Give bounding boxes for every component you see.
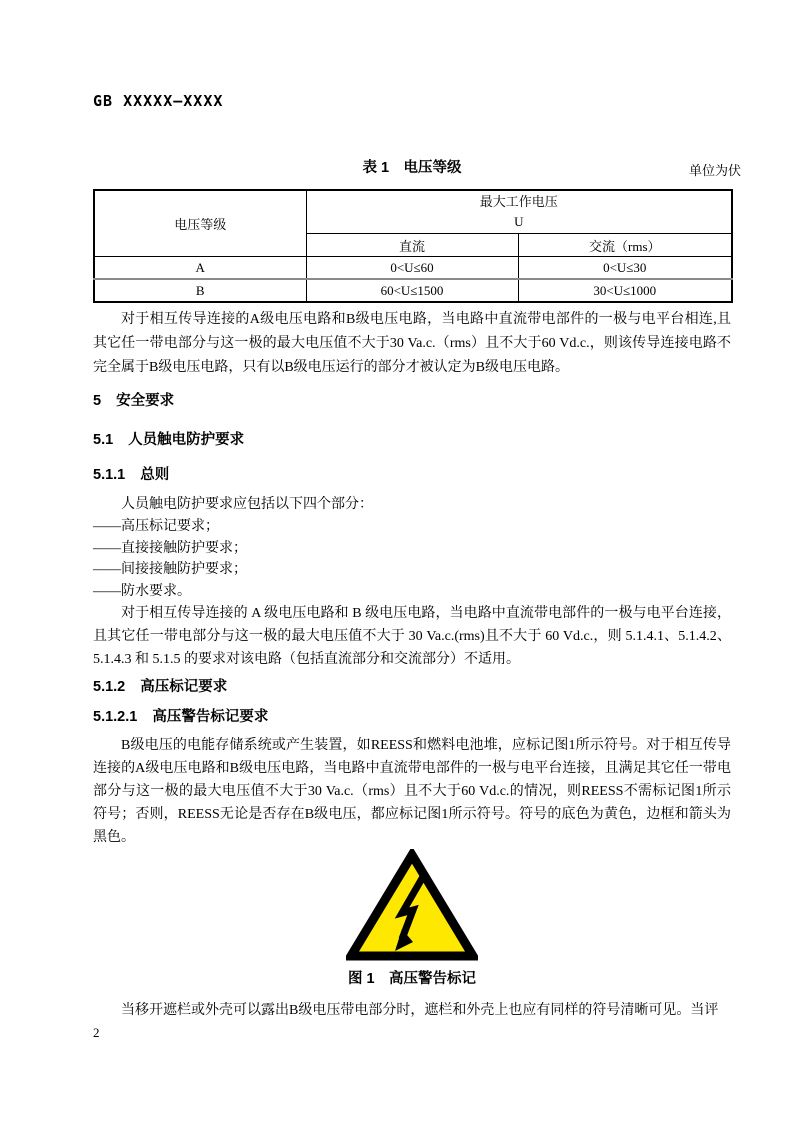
table-row-class-a bbox=[94, 257, 732, 280]
table-header-row-1 bbox=[94, 190, 732, 234]
section-number: 5.1.2 bbox=[93, 679, 126, 695]
header-ac: 交流（rms） bbox=[518, 234, 732, 257]
paragraph-conductive-note: 对于相互传导连接的 A 级电压电路和 B 级电压电路，当电路中直流带电部件的一极与电平台连接，且其它任一带电部分与这一极的最大电压值不大于 30 Va.c.(rms)且不大于 60 Vd.c.，则 5.1.4.1、5.1.4.2、5.1.4.3 和 5.1.5 的要求对该电路（包括直流部分和交流部分）不适用。 bbox=[93, 606, 731, 667]
table-caption-row bbox=[93, 158, 741, 178]
page-number: 2 bbox=[93, 1025, 100, 1040]
cell-ac-a: 0<U≤30 bbox=[518, 257, 732, 280]
section-number: 5 bbox=[93, 393, 102, 409]
section-title: 高压标记要求 bbox=[140, 679, 228, 695]
section-title: 人员触电防护要求 bbox=[128, 432, 245, 448]
max-voltage-label: 最大工作电压 bbox=[479, 194, 558, 209]
cell-dc-a: 0<U≤60 bbox=[306, 257, 518, 280]
list-item: ——防水要求。 bbox=[93, 583, 191, 599]
section-title: 安全要求 bbox=[116, 393, 175, 409]
section-heading-5-1-2-1 bbox=[93, 709, 731, 726]
figure-1-symbol-area bbox=[93, 849, 731, 961]
paragraph-after-table: 对于相互传导连接的A级电压电路和B级电压电路，当电路中直流带电部件的一极与电平台相连,且其它任一带电部分与这一极的最大电压值不大于30 Va.c.（rms）且不大于60 Vd.c.，则该传导连接电路不完全属于B级电压电路，只有以B级电压运行的部分才被认定为B级电压电路。 bbox=[93, 312, 731, 375]
table-row-class-b bbox=[94, 279, 732, 302]
section-title: 总则 bbox=[140, 467, 170, 483]
section-number: 5.1.2.1 bbox=[93, 709, 138, 725]
section-heading-5-1-1 bbox=[93, 467, 731, 484]
voltage-symbol-label: U bbox=[514, 214, 524, 229]
section-heading-5-1-2 bbox=[93, 679, 731, 696]
section-number: 5.1 bbox=[93, 432, 114, 448]
paragraph-barrier-note: 当移开遮栏或外壳可以露出B级电压带电部分时，遮栏和外壳上也应有同样的符号清晰可见。当评 bbox=[121, 1003, 719, 1018]
standard-code-header: GB XXXXX—XXXX bbox=[93, 92, 224, 110]
voltage-class-table bbox=[93, 189, 733, 303]
header-dc: 直流 bbox=[306, 234, 518, 257]
cell-level-a: A bbox=[94, 257, 306, 280]
table-unit-note: 单位为伏 bbox=[688, 163, 741, 178]
paragraph-protection-intro: 人员触电防护要求应包括以下四个部分： bbox=[121, 497, 373, 512]
list-item: ——间接接触防护要求； bbox=[93, 562, 247, 577]
section-title: 高压警告标记要求 bbox=[152, 709, 269, 725]
high-voltage-warning-icon bbox=[346, 849, 478, 961]
paragraph-marking-requirement: B级电压的电能存储系统或产生装置，如REESS和燃料电池堆，应标记图1所示符号。对于相互传导连接的A级电压电路和B级电压电路，当电路中直流带电部件的一极与电平台连接，且满足其它任一带电部分与这一极的最大电压值不大于30 Va.c.（rms）且不大于60 Vd.c.的情况，则REESS不需标记图1所示符号；否则，REESS无论是否存在B级电压，都应标记图1所示符号。符号的底色为黄色，边框和箭头为黑色。 bbox=[93, 738, 731, 845]
protection-requirements-list bbox=[93, 516, 731, 602]
cell-level-b: B bbox=[94, 279, 306, 302]
header-max-working-voltage bbox=[306, 190, 732, 234]
cell-dc-b: 60<U≤1500 bbox=[306, 279, 518, 302]
table-caption: 表 1 电压等级 bbox=[362, 160, 462, 176]
section-number: 5.1.1 bbox=[93, 467, 126, 483]
figure-1-caption: 图 1 高压警告标记 bbox=[347, 971, 477, 987]
cell-ac-b: 30<U≤1000 bbox=[518, 279, 732, 302]
section-heading-5-1 bbox=[93, 432, 731, 449]
header-voltage-class: 电压等级 bbox=[94, 190, 306, 257]
list-item: ——高压标记要求； bbox=[93, 519, 219, 534]
section-heading-5 bbox=[93, 393, 731, 410]
list-item: ——直接接触防护要求； bbox=[93, 540, 247, 556]
page-content bbox=[93, 0, 741, 1041]
